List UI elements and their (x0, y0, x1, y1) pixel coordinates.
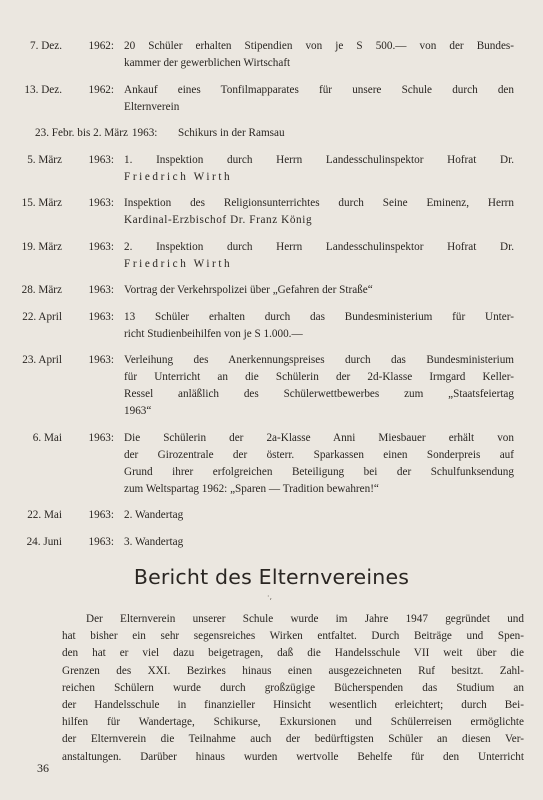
entry-day-month: 28. März (21, 284, 62, 296)
chronicle-entry (0, 125, 543, 142)
entry-day-month: 22. April (22, 310, 62, 323)
decorative-mark: ·, (267, 592, 273, 601)
entry-date (0, 239, 124, 273)
entry-line: zum Weltspartag 1962: „Sparen — Tradition bewahren!“ (124, 482, 379, 495)
entry-day-month: 7. Dez. (30, 40, 62, 52)
entry-date (0, 507, 124, 524)
section-body (62, 611, 524, 766)
entry-text (124, 282, 514, 299)
chronicle-entry (0, 82, 543, 116)
entry-day-month: 23. April (22, 354, 62, 366)
entry-year: 1963: (88, 284, 114, 296)
entry-text (124, 239, 514, 273)
entry-line: Inspektion des Religionsunterrichtes durch Seine Eminenz, Herrn (124, 197, 514, 209)
entry-day-month: 23. Febr. bis 2. März (35, 127, 128, 139)
entry-line: 2. Wandertag (124, 509, 184, 521)
entry-date (0, 38, 124, 72)
page-number: 36 (37, 761, 49, 775)
chronicle-entry (0, 239, 543, 273)
entry-year: 1963: (88, 509, 114, 521)
entry-text (124, 38, 514, 72)
entry-line: Elternverein (124, 100, 180, 113)
entry-year: 1963: (88, 240, 114, 253)
entry-text (178, 125, 508, 142)
entry-day-month: 24. Juni (26, 535, 62, 548)
chronicle-entry (0, 534, 543, 551)
chronicle-entry (0, 430, 543, 498)
entry-date (0, 282, 124, 299)
entry-line: 1. Inspektion durch Herrn Landesschulinspektor Hofrat Dr. (124, 153, 514, 166)
entry-line: Kardinal-Erzbischof Dr. Franz König (124, 214, 313, 226)
entry-line: für Unterricht an die Schülerin der 2d-Klasse Irmgard Keller- (124, 371, 514, 383)
entry-line: kammer der gewerblichen Wirtschaft (124, 57, 291, 69)
entry-date (0, 352, 124, 420)
entry-date (0, 534, 124, 551)
entry-year: 1962: (88, 83, 114, 96)
entry-day-month: 5. März (27, 153, 62, 166)
entry-line: Verleihung des Anerkennungspreises durch das Bundesministerium (124, 354, 514, 366)
entry-year: 1963: (88, 535, 114, 548)
body-line: der Elternverein die Teilnahme auch der bedürftigsten Schüler an diesen Ver- (62, 733, 524, 746)
body-line: reichen Schülern wurde durch großzügige Bücherspenden das Studium an (62, 681, 524, 694)
body-line: den hat er viel dazu beigetragen, daß die Handelsschule VII weit über die (62, 647, 524, 660)
body-line: Der Elternverein unserer Schule wurde im Jahre 1947 gegründet und (86, 613, 524, 625)
entry-date (0, 195, 124, 229)
chronicle-entry (0, 507, 543, 524)
entry-text (124, 309, 514, 343)
entry-line: Schikurs in der Ramsau (178, 127, 285, 139)
entry-day-month: 6. Mai (32, 431, 62, 444)
entry-text (124, 534, 514, 551)
chronicle-entry (0, 352, 543, 420)
entry-text (124, 152, 514, 186)
section-title: Bericht des Elternvereines (133, 565, 410, 589)
body-line: anstaltungen. Darüber hinaus wurden wertvolle Behelfe für den Unterricht (62, 750, 524, 763)
chronicle-entry (0, 309, 543, 343)
entry-day-month: 13. Dez. (24, 83, 62, 96)
entry-date (0, 152, 124, 186)
entry-line: 13 Schüler erhalten durch das Bundesministerium für Unter- (124, 310, 514, 323)
entry-text (124, 430, 514, 498)
entry-line: Ankauf eines Tonfilmapparates für unsere Schule durch den (124, 83, 514, 96)
entry-line: Die Schülerin der 2a-Klasse Anni Miesbauer erhält von (124, 431, 514, 444)
entry-line: 20 Schüler erhalten Stipendien von je S 500.— von der Bundes- (124, 40, 514, 52)
body-line: hilfen für Wandertage, Schikurse, Exkursionen und Schülerreisen ermöglichte (62, 716, 524, 729)
entry-year: 1963: (131, 127, 158, 139)
entry-year: 1963: (88, 153, 114, 166)
entry-year: 1963: (88, 310, 114, 323)
entry-line: Friedrich Wirth (124, 170, 233, 183)
entry-line: Vortrag der Verkehrspolizei über „Gefahren der Straße“ (124, 284, 373, 296)
entry-text (124, 82, 514, 116)
chronicle-entry (0, 282, 543, 299)
entry-day-month: 19. März (21, 240, 62, 253)
entry-date (0, 125, 178, 142)
entry-text (124, 507, 514, 524)
entry-line: 3. Wandertag (124, 535, 184, 548)
entry-line: 1963“ (124, 405, 152, 417)
entry-text (124, 352, 514, 420)
entry-year: 1962: (88, 40, 114, 52)
entry-text (124, 195, 514, 229)
entry-year: 1963: (88, 354, 114, 366)
chronicle-entry (0, 38, 543, 72)
entry-year: 1963: (88, 431, 114, 444)
chronicle-list (0, 38, 543, 560)
entry-line: Ressel anläßlich des Schülerwettbewerbes zum „Staatsfeiertag (124, 388, 514, 400)
entry-date (0, 430, 124, 498)
entry-date (0, 309, 124, 343)
entry-day-month: 22. Mai (27, 509, 62, 521)
entry-date (0, 82, 124, 116)
entry-day-month: 15. März (21, 197, 62, 209)
entry-year: 1963: (88, 197, 114, 209)
entry-line: 2. Inspektion durch Herrn Landesschulinspektor Hofrat Dr. (124, 240, 514, 253)
entry-line: richt Studienbeihilfen von je S 1.000.— (124, 327, 303, 340)
entry-line: Grund ihrer erfolgreichen Beteiligung bei der Schulfunksendung (124, 465, 514, 478)
body-line: Grenzen des XXI. Bezirkes hinaus einen ausgezeichneten Ruf besitzt. Zahl- (62, 664, 524, 677)
entry-line: Friedrich Wirth (124, 257, 233, 270)
chronicle-entry (0, 152, 543, 186)
chronicle-entry (0, 195, 543, 229)
body-line: der Handelsschule in finanzieller Hinsicht wesentlich erleichtert; durch Bei- (62, 699, 524, 712)
entry-line: der Girozentrale der österr. Sparkassen einen Sonderpreis auf (124, 448, 514, 461)
body-line: hat bisher ein sehr segensreiches Wirken entfaltet. Durch Beiträge und Spen- (62, 630, 524, 643)
